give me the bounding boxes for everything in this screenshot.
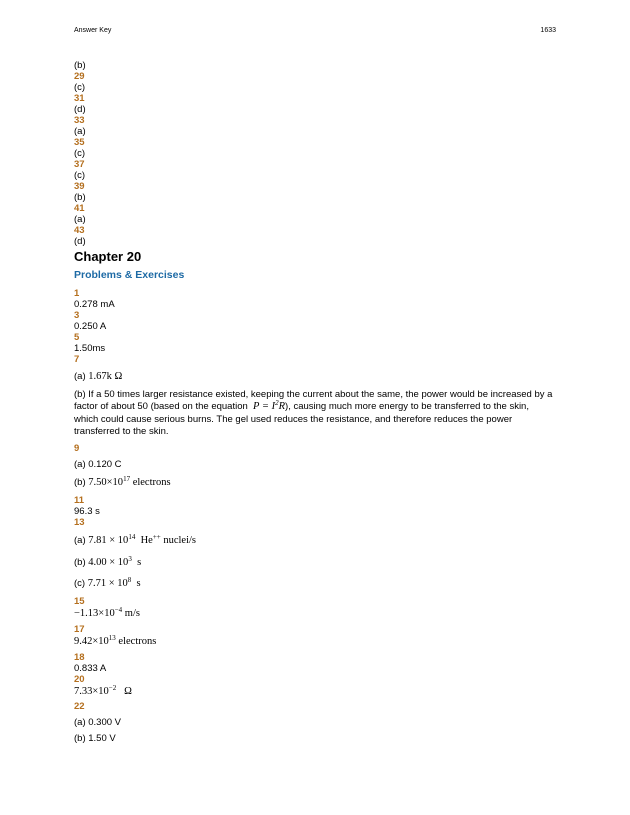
math-exponent: 17	[123, 475, 131, 483]
answer-text: 0.278 mA	[74, 299, 115, 310]
problem-number: 31	[74, 93, 85, 104]
problem-number: 29	[74, 71, 85, 82]
chapter-title: Chapter 20	[74, 249, 142, 264]
answer-11	[74, 495, 554, 517]
answer-20	[74, 674, 554, 699]
answer-13a	[74, 534, 554, 548]
answer-text: (b) If a 50 times larger resistance existed, keeping the current about the same, the power would be increased by a factor of about 50 (based on the equation	[74, 389, 553, 413]
math-unit: s	[137, 557, 142, 568]
answer-7a	[74, 370, 554, 384]
math-unit: electrons	[118, 636, 157, 647]
math-exponent: 3	[128, 555, 132, 563]
answer-choice: (a)	[74, 126, 86, 137]
answer-13c	[74, 577, 554, 591]
answer-text: 1.50ms	[74, 343, 106, 354]
problem-number: 20	[74, 674, 85, 685]
math-mantissa: 7.50×10	[88, 477, 124, 488]
answer-choice: (c)	[74, 82, 86, 93]
problem-number: 35	[74, 137, 85, 148]
math-unit-charge: ++	[152, 533, 161, 541]
answer-text: 96.3 s	[74, 506, 100, 517]
page-number: 1633	[540, 27, 556, 34]
math-mantissa: 7.33×10	[74, 686, 109, 697]
problem-number: 17	[74, 624, 85, 635]
answer-text: 0.833 A	[74, 663, 107, 674]
answer-3	[74, 310, 554, 332]
part-label: (b)	[74, 477, 86, 488]
problem-number: 1	[74, 288, 80, 299]
problem-number: 18	[74, 652, 85, 663]
answer-13b	[74, 556, 554, 570]
problem-number: 13	[74, 517, 85, 528]
math-unit: m/s	[124, 608, 140, 619]
problem-number: 5	[74, 332, 80, 343]
math-mantissa: −1.13×10	[74, 608, 115, 619]
answer-text: (a) 0.300 V	[74, 717, 121, 728]
answer-text: (a) 0.120 C	[74, 459, 122, 470]
answer-choice: (d)	[74, 104, 86, 115]
problem-number: 41	[74, 203, 85, 214]
math-unit: electrons	[132, 477, 171, 488]
previous-answers-list	[74, 60, 554, 247]
math-mantissa: 4.00 × 10	[88, 557, 129, 568]
answer-13	[74, 517, 554, 528]
answer-choice: (c)	[74, 148, 86, 159]
problem-number: 43	[74, 225, 85, 236]
answer-5	[74, 332, 554, 354]
part-label: (c)	[74, 578, 86, 589]
problem-number: 37	[74, 159, 85, 170]
math-unit: s	[136, 578, 141, 589]
answer-choice: (b)	[74, 192, 86, 203]
math-value: 1.67k Ω	[88, 371, 123, 382]
math-exponent: 13	[108, 634, 116, 642]
equation-exponent: 2	[275, 399, 279, 408]
answer-17	[74, 624, 554, 649]
problem-number: 22	[74, 701, 85, 712]
answer-7	[74, 354, 554, 365]
math-exponent: −4	[114, 606, 123, 614]
answer-choice: (d)	[74, 236, 86, 247]
equation-rhs: R	[278, 401, 286, 413]
answer-text: ), causing much more energy to be transferred to the skin, which could cause serious burns. The gel used reduces the resistance, and therefore reduces the power transferred to the skin.	[74, 401, 529, 437]
math-exponent: −2	[108, 684, 117, 692]
answer-22	[74, 701, 554, 712]
answer-9	[74, 443, 554, 454]
answer-choice: (b)	[74, 60, 86, 71]
answer-9a	[74, 459, 554, 470]
problem-number: 3	[74, 310, 80, 321]
math-mantissa: 9.42×10	[74, 636, 109, 647]
running-header-title: Answer Key	[74, 27, 112, 34]
math-unit: nuclei/s	[163, 535, 197, 546]
answer-text: 0.250 A	[74, 321, 107, 332]
answer-7b	[74, 389, 554, 438]
answer-9b	[74, 476, 554, 490]
problem-number: 9	[74, 443, 80, 454]
answer-1	[74, 288, 554, 310]
math-unit: Ω	[124, 686, 132, 697]
problem-number: 33	[74, 115, 85, 126]
answer-text: (b) 1.50 V	[74, 733, 116, 744]
math-unit: He	[140, 535, 153, 546]
math-mantissa: 7.71 × 10	[87, 578, 128, 589]
answer-18	[74, 652, 554, 674]
section-title: Problems & Exercises	[74, 269, 185, 281]
part-label: (a)	[74, 371, 86, 382]
part-label: (b)	[74, 557, 86, 568]
math-exponent: 14	[128, 533, 136, 541]
answer-15	[74, 596, 554, 621]
problem-number: 15	[74, 596, 85, 607]
problem-number: 11	[74, 495, 85, 506]
part-label: (a)	[74, 535, 86, 546]
problem-number: 7	[74, 354, 80, 365]
answer-22b	[74, 733, 554, 744]
math-exponent: 8	[127, 576, 132, 584]
math-mantissa: 7.81 × 10	[88, 535, 129, 546]
answer-choice: (a)	[74, 214, 86, 225]
answer-choice: (c)	[74, 170, 86, 181]
answer-22a	[74, 717, 554, 728]
equation-lhs: P = I	[253, 401, 276, 413]
problem-number: 39	[74, 181, 85, 192]
